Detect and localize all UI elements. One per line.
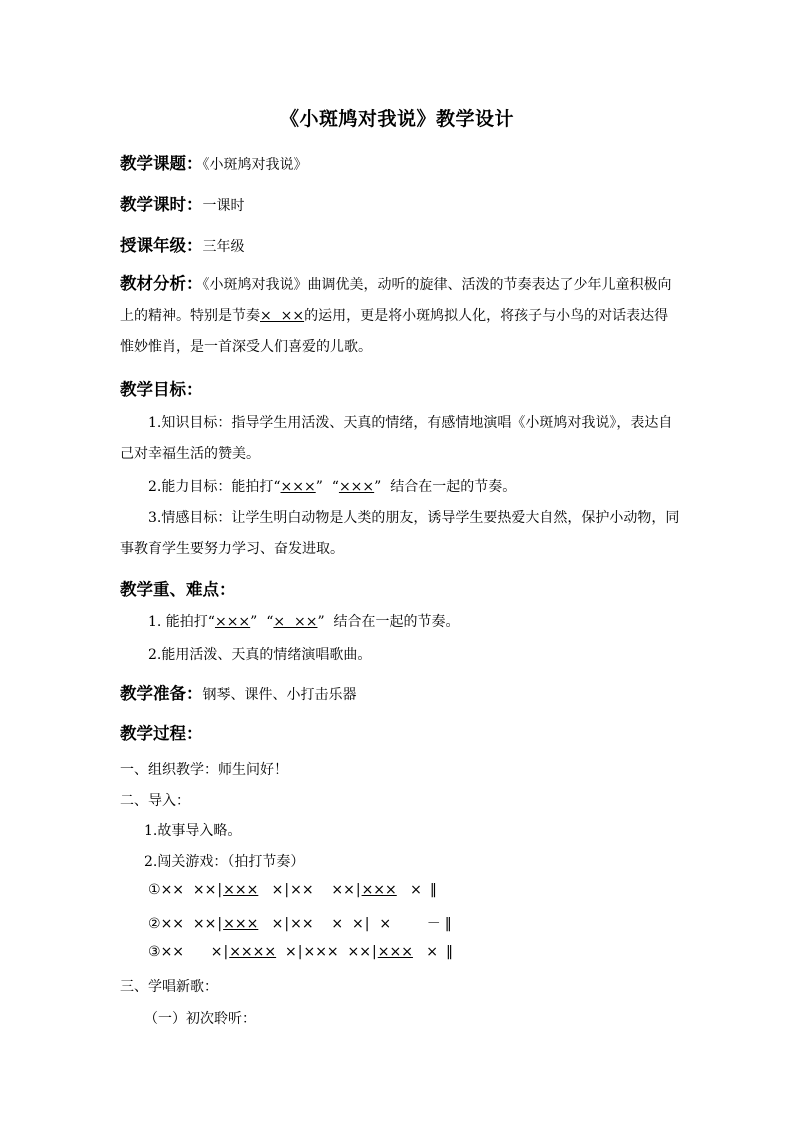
rhythm-measure: × [370, 916, 392, 932]
final-bar-line: ‖ [446, 944, 454, 960]
grade-value: 三年级 [202, 239, 245, 255]
bar-line: | [217, 882, 223, 898]
goal-2-suffix: ” 结合在一起的节奏。 [374, 479, 517, 495]
key-point-1-rhythm-1: ××× [214, 614, 251, 630]
bar-line: | [284, 916, 290, 932]
bar-line: | [284, 882, 290, 898]
process-step-3: 三、学唱新歌： [120, 979, 218, 995]
rhythm-measure: ×××× [229, 944, 277, 960]
rhythm-measure: × [258, 916, 284, 932]
goal-2-mid: ” “ [315, 479, 339, 495]
analysis-paragraph [120, 268, 680, 363]
topic-label: 教学课题： [120, 154, 203, 173]
grade-label: 授课年级： [120, 236, 203, 255]
analysis-text-2: 的运用，更是将小斑鸠拟人化，将孩子与小鸟的对话表达得惟妙惟肖，是一首深受人们喜爱的儿歌。 [120, 308, 669, 355]
goal-2-prefix: 2.能力目标：能拍打“ [148, 479, 281, 495]
rhythm-line-number: ③ [148, 944, 161, 960]
rhythm-measure: ××× ×× [303, 944, 372, 960]
rhythm-measure: ×× ×× [290, 882, 355, 898]
rhythm-measure: ×× ×× [160, 882, 217, 898]
bar-line: | [223, 944, 229, 960]
prep-row [120, 680, 357, 704]
rhythm-line-2 [148, 913, 453, 933]
rhythm-measure: × [258, 882, 284, 898]
prep-label: 教学准备： [120, 684, 203, 703]
rhythm-measure: ×× × × [290, 916, 364, 932]
bar-line: | [217, 916, 223, 932]
rhythm-line-number: ① [148, 882, 161, 898]
goal-2-rhythm-1: ××× [280, 479, 316, 495]
page-title: 《小斑鸠对我说》教学设计 [279, 108, 514, 130]
hours-row [120, 191, 245, 215]
prep-value: 钢琴、课件、小打击乐器 [202, 687, 357, 703]
key-point-1-mid: ” “ [250, 614, 274, 630]
analysis-rhythm: × ×× [260, 308, 305, 324]
goal-1: 1.知识目标：指导学生用活泼、天真的情绪，有感情地演唱《小斑鸠对我说》，表达自己对幸福生活的赞美。 [120, 415, 673, 462]
process-step-2: 二、导入： [120, 793, 190, 809]
final-bar-line: ‖ [429, 882, 437, 898]
rhythm-measure: ××× [377, 944, 413, 960]
hours-label: 教学课时： [120, 195, 203, 214]
rhythm-measure: × [276, 944, 297, 960]
rhythm-measure: ×× ×× [160, 916, 217, 932]
rhythm-line-number: ② [148, 916, 161, 932]
rhythm-measure: ××× [223, 882, 259, 898]
key-points-heading: 教学重、难点： [120, 580, 236, 599]
grade-row [120, 232, 245, 256]
topic-row [120, 150, 308, 174]
bar-line: | [297, 944, 303, 960]
rhythm-measure: × [412, 944, 439, 960]
bar-line: | [364, 916, 370, 932]
hours-value: 一课时 [202, 198, 245, 214]
goal-3: 3.情感目标：让学生明白动物是人类的朋友，诱导学生要热爱大自然，保护小动物，同事教育学生要努力学习、奋发进取。 [120, 510, 680, 557]
key-point-1 [148, 611, 460, 631]
bar-line: | [372, 944, 377, 960]
analysis-label: 教材分析： [120, 274, 203, 293]
rhythm-line-3 [148, 944, 454, 960]
goal-2 [148, 476, 516, 496]
bar-line: | [355, 882, 361, 898]
process-step-3-1: （一）初次聆听： [144, 1011, 256, 1027]
key-point-1-prefix: 1. 能拍打“ [148, 614, 215, 630]
process-step-2-2: 2.闯关游戏：（拍打节奏） [144, 854, 305, 870]
rhythm-measure: ××× [361, 882, 397, 898]
rhythm-line-1 [148, 882, 438, 898]
goals-heading: 教学目标： [120, 380, 203, 399]
rhythm-measure: × [396, 882, 422, 898]
key-point-1-suffix: ” 结合在一起的节奏。 [317, 614, 460, 630]
process-step-2-1: 1.故事导入略。 [144, 823, 242, 839]
key-point-1-rhythm-2: × ×× [273, 614, 318, 630]
final-bar-line: ‖ [444, 916, 452, 932]
analysis-text-1: 《小斑鸠对我说》曲调优美，动听的旋律、活泼的节奏表达了少年儿童积极向上的精神。特别是节奏 [120, 277, 672, 324]
rhythm-measure: － [391, 916, 441, 932]
key-point-2: 2.能用活泼、天真的情绪演唱歌曲。 [148, 647, 372, 663]
process-heading: 教学过程： [120, 724, 203, 743]
topic-value: 《小斑鸠对我说》 [202, 157, 308, 173]
goal-2-rhythm-2: ××× [338, 479, 375, 495]
rhythm-measure: ××× [223, 916, 259, 932]
rhythm-measure: ×× × [160, 944, 223, 960]
process-step-1: 一、组织教学：师生问好！ [120, 762, 288, 778]
